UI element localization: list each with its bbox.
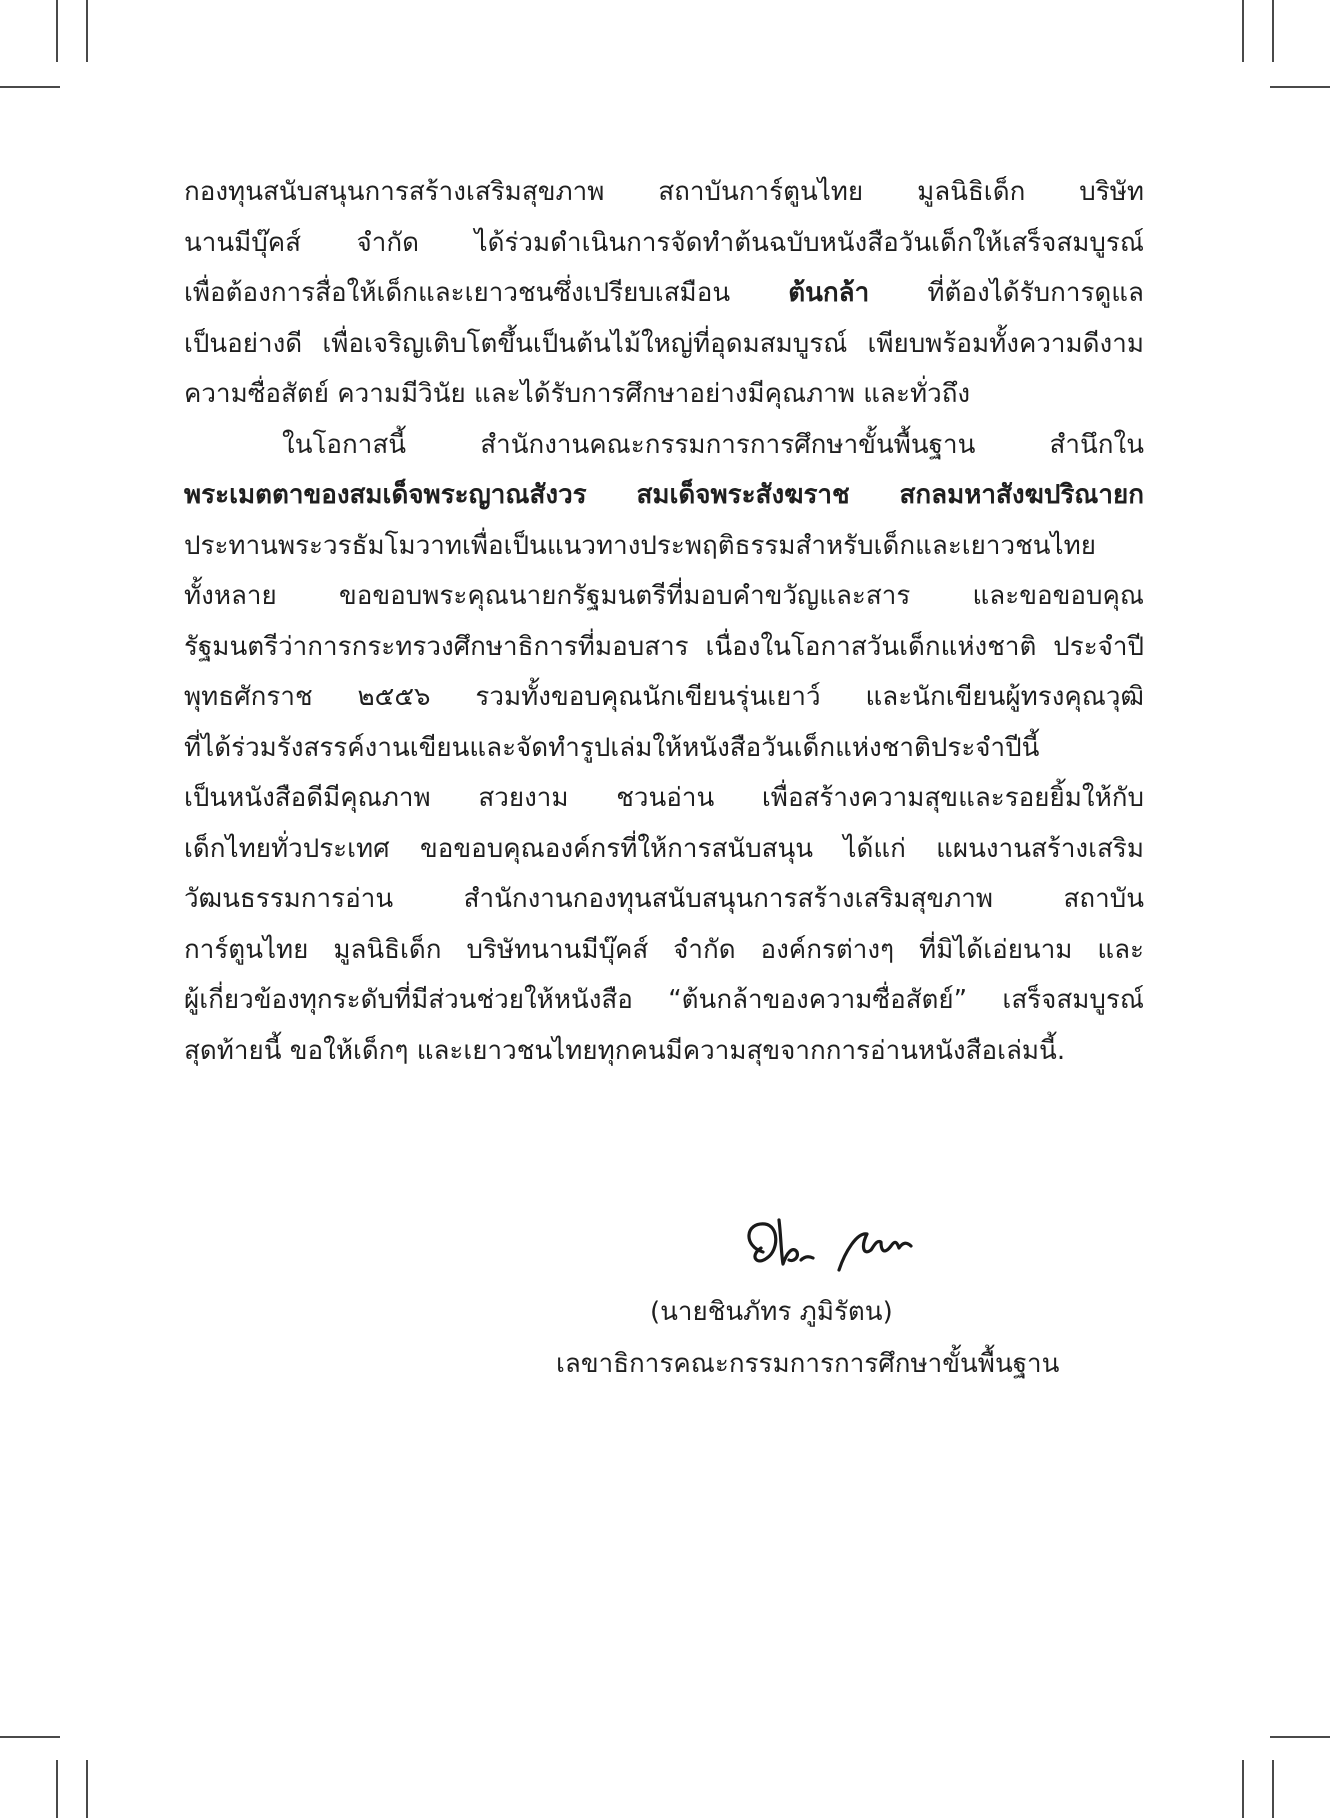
text-line: เป็นหนังสือดีมีคุณภาพ สวยงาม ชวนอ่าน เพื่อสร้างความสุขและรอยยิ้มให้กับ [184, 783, 1144, 813]
crop-mark [1270, 1736, 1330, 1738]
signer-name: (นายชินภัทร ภูมิรัตน) [650, 1297, 893, 1327]
text-line: เป็นอย่างดี เพื่อเจริญเติบโตขึ้นเป็นต้นไม้ใหญ่ที่อุดมสมบูรณ์ เพียบพร้อมทั้งความดีงาม [184, 328, 1144, 359]
crop-mark [1242, 0, 1244, 62]
text-line: สุดท้ายนี้ ขอให้เด็กๆ และเยาวชนไทยทุกคนมีความสุขจากการอ่านหนังสือเล่มนี้. [184, 1035, 1066, 1066]
text-line: กองทุนสนับสนุนการสร้างเสริมสุขภาพ สถาบันการ์ตูนไทย มูลนิธิเด็ก บริษัท [184, 177, 1144, 207]
text-line: เด็กไทยทั่วประเทศ ขอขอบคุณองค์กรที่ให้การสนับสนุน ได้แก่ แผนงานสร้างเสริม [184, 833, 1144, 864]
paragraph-1 [184, 167, 1144, 420]
text-segment: เพื่อต้องการสื่อให้เด็กและเยาวชนซึ่งเปรียบเสมือน [184, 278, 731, 308]
crop-mark [56, 0, 58, 62]
handwritten-signature [735, 1212, 955, 1284]
letter-body [184, 167, 1144, 1076]
crop-mark [1272, 0, 1274, 62]
text-line: ประทานพระวรธัมโมวาทเพื่อเป็นแนวทางประพฤติธรรมสำหรับเด็กและเยาวชนไทย [184, 530, 1096, 561]
crop-mark [86, 0, 88, 62]
crop-mark [1242, 1760, 1244, 1818]
crop-mark [0, 86, 60, 88]
text-line: พระเมตตาของสมเด็จพระญาณสังวร สมเด็จพระสังฆราช สกลมหาสังฆปริณายก [184, 480, 1144, 510]
text-line: ทั้งหลาย ขอขอบพระคุณนายกรัฐมนตรีที่มอบคำขวัญและสาร และขอขอบคุณ [184, 581, 1144, 611]
highlighted-word: ต้นกล้า [788, 278, 870, 308]
text-line: ที่ได้ร่วมรังสรรค์งานเขียนและจัดทำรูปเล่มให้หนังสือวันเด็กแห่งชาติประจำปีนี้ [184, 732, 1040, 763]
text-line: พุทธศักราช ๒๕๕๖ รวมทั้งขอบคุณนักเขียนรุ่นเยาว์ และนักเขียนผู้ทรงคุณวุฒิ [184, 682, 1144, 712]
crop-mark [1270, 86, 1330, 88]
text-line: การ์ตูนไทย มูลนิธิเด็ก บริษัทนานมีบุ๊คส์ จำกัด องค์กรต่างๆ ที่มิได้เอ่ยนาม และ [184, 934, 1144, 965]
crop-mark [0, 1736, 60, 1738]
text-line: รัฐมนตรีว่าการกระทรวงศึกษาธิการที่มอบสาร เนื่องในโอกาสวันเด็กแห่งชาติ ประจำปี [184, 631, 1144, 662]
text-line: วัฒนธรรมการอ่าน สำนักงานกองทุนสนับสนุนการสร้างเสริมสุขภาพ สถาบัน [184, 884, 1144, 914]
paragraph-2 [184, 420, 1144, 1077]
crop-mark [56, 1760, 58, 1818]
text-line [184, 268, 1144, 319]
signer-title: เลขาธิการคณะกรรมการการศึกษาขั้นพื้นฐาน [556, 1349, 1060, 1379]
text-line: ผู้เกี่ยวข้องทุกระดับที่มีส่วนช่วยให้หนังสือ “ต้นกล้าของความซื่อสัตย์” เสร็จสมบูรณ์ [184, 985, 1144, 1015]
crop-mark [1272, 1760, 1274, 1818]
text-line: ความซื่อสัตย์ ความมีวินัย และได้รับการศึกษาอย่างมีคุณภาพ และทั่วถึง [184, 379, 971, 409]
text-line: ในโอกาสนี้ สำนักงานคณะกรรมการการศึกษาขั้นพื้นฐาน สำนึกใน [282, 429, 1144, 460]
text-segment: ที่ต้องได้รับการดูแล [927, 278, 1144, 308]
text-line: นานมีบุ๊คส์ จำกัด ได้ร่วมดำเนินการจัดทำต้นฉบับหนังสือวันเด็กให้เสร็จสมบูรณ์ [184, 227, 1144, 258]
crop-mark [86, 1760, 88, 1818]
